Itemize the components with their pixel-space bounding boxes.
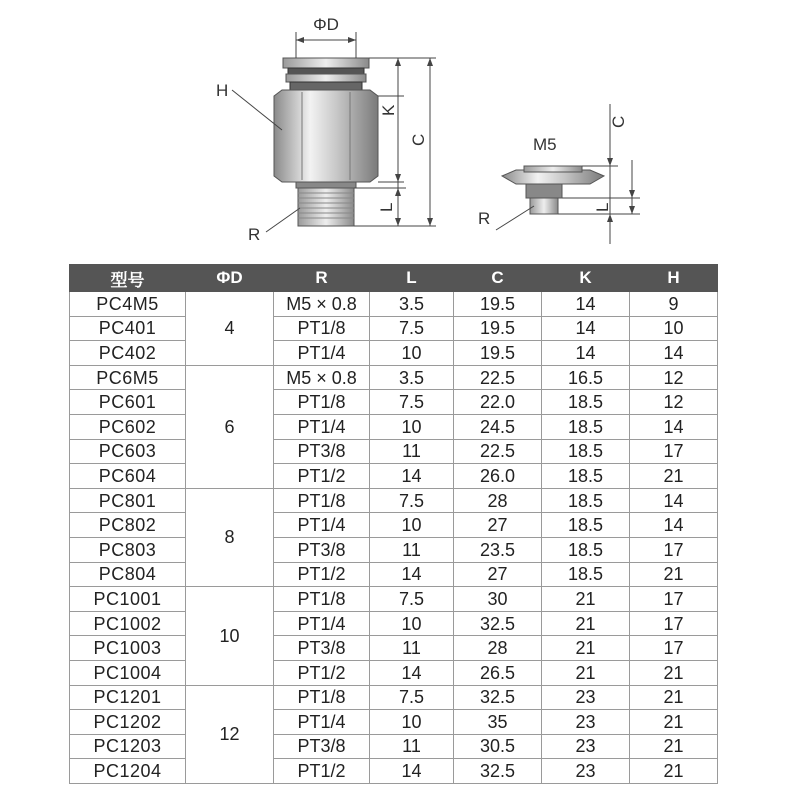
h-cell: 14 <box>630 488 718 513</box>
l-cell: 10 <box>370 611 454 636</box>
r-cell: PT3/8 <box>274 636 370 661</box>
model-cell: PC803 <box>70 537 186 562</box>
k-cell: 23 <box>542 685 630 710</box>
model-cell: PC604 <box>70 464 186 489</box>
l-cell: 14 <box>370 464 454 489</box>
header-l: L <box>370 265 454 292</box>
r-cell: PT1/2 <box>274 464 370 489</box>
k-cell: 18.5 <box>542 513 630 538</box>
table-row <box>70 660 718 685</box>
table-row <box>70 341 718 366</box>
r-cell: PT3/8 <box>274 734 370 759</box>
collar-neck <box>290 82 362 90</box>
k-label: K <box>379 104 398 116</box>
c-cell: 35 <box>454 710 542 735</box>
h-cell: 14 <box>630 414 718 439</box>
phi-d-cell: 8 <box>186 488 274 586</box>
c-cell: 30 <box>454 587 542 612</box>
model-cell: PC1202 <box>70 710 186 735</box>
h-cell: 17 <box>630 537 718 562</box>
c-label: C <box>409 133 428 146</box>
k-cell: 23 <box>542 759 630 784</box>
k-cell: 18.5 <box>542 414 630 439</box>
c-cell: 32.5 <box>454 685 542 710</box>
h-cell: 21 <box>630 464 718 489</box>
h-cell: 9 <box>630 292 718 317</box>
model-cell: PC804 <box>70 562 186 587</box>
model-cell: PC602 <box>70 414 186 439</box>
table-row <box>70 390 718 415</box>
h-label: H <box>216 81 229 100</box>
c-cell: 23.5 <box>454 537 542 562</box>
r-cell: PT3/8 <box>274 439 370 464</box>
c-cell: 24.5 <box>454 414 542 439</box>
table-row <box>70 636 718 661</box>
c-cell: 26.0 <box>454 464 542 489</box>
k-cell: 21 <box>542 587 630 612</box>
k-cell: 18.5 <box>542 390 630 415</box>
model-cell: PC1203 <box>70 734 186 759</box>
r-cell: PT1/2 <box>274 562 370 587</box>
h-cell: 12 <box>630 390 718 415</box>
h-cell: 21 <box>630 562 718 587</box>
r-cell: M5 × 0.8 <box>274 365 370 390</box>
model-cell: PC402 <box>70 341 186 366</box>
spec-table-header <box>70 265 718 292</box>
thread-body <box>298 188 354 226</box>
r-cell: PT1/4 <box>274 341 370 366</box>
l-cell: 7.5 <box>370 587 454 612</box>
collar-ring <box>288 68 364 74</box>
table-row <box>70 537 718 562</box>
h-cell: 17 <box>630 439 718 464</box>
k-cell: 21 <box>542 660 630 685</box>
table-row <box>70 464 718 489</box>
header-k: K <box>542 265 630 292</box>
h-cell: 14 <box>630 513 718 538</box>
r-cell: PT1/8 <box>274 685 370 710</box>
c-cell: 32.5 <box>454 759 542 784</box>
l-cell: 14 <box>370 660 454 685</box>
release-collar <box>283 58 369 68</box>
phi-d-cell: 12 <box>186 685 274 783</box>
model-cell: PC6M5 <box>70 365 186 390</box>
c-cell: 19.5 <box>454 341 542 366</box>
table-row <box>70 685 718 710</box>
m5-neck <box>526 184 562 198</box>
model-cell: PC802 <box>70 513 186 538</box>
table-row <box>70 316 718 341</box>
k-cell: 21 <box>542 636 630 661</box>
model-cell: PC1003 <box>70 636 186 661</box>
r-cell: PT1/8 <box>274 316 370 341</box>
h-cell: 17 <box>630 587 718 612</box>
h-cell: 17 <box>630 636 718 661</box>
h-cell: 17 <box>630 611 718 636</box>
table-row <box>70 710 718 735</box>
r-cell: PT1/8 <box>274 587 370 612</box>
l-cell: 14 <box>370 759 454 784</box>
l-cell: 14 <box>370 562 454 587</box>
r-cell: PT1/4 <box>274 414 370 439</box>
c-cell: 27 <box>454 562 542 587</box>
k-cell: 14 <box>542 341 630 366</box>
r-cell: PT1/8 <box>274 390 370 415</box>
l-cell: 10 <box>370 513 454 538</box>
model-cell: PC1001 <box>70 587 186 612</box>
k-cell: 14 <box>542 292 630 317</box>
phi-d-label: ΦD <box>313 15 339 34</box>
table-row <box>70 292 718 317</box>
k-cell: 18.5 <box>542 464 630 489</box>
phi-d-cell: 10 <box>186 587 274 685</box>
model-cell: PC1004 <box>70 660 186 685</box>
phi-d-cell: 6 <box>186 365 274 488</box>
table-row <box>70 365 718 390</box>
model-cell: PC4M5 <box>70 292 186 317</box>
h-cell: 10 <box>630 316 718 341</box>
h-cell: 21 <box>630 734 718 759</box>
c-cell: 27 <box>454 513 542 538</box>
header-model: 型号 <box>70 265 186 292</box>
l-cell: 11 <box>370 636 454 661</box>
c-cell: 30.5 <box>454 734 542 759</box>
header-h: H <box>630 265 718 292</box>
l-cell: 11 <box>370 734 454 759</box>
r-cell: PT1/4 <box>274 710 370 735</box>
model-cell: PC601 <box>70 390 186 415</box>
k-cell: 23 <box>542 734 630 759</box>
header-row <box>70 265 718 292</box>
l-cell: 7.5 <box>370 316 454 341</box>
c-cell: 28 <box>454 488 542 513</box>
r2-label: R <box>478 209 491 228</box>
l-cell: 11 <box>370 439 454 464</box>
model-cell: PC401 <box>70 316 186 341</box>
l-cell: 10 <box>370 341 454 366</box>
fitting-dimension-drawing <box>0 0 800 260</box>
table-row <box>70 734 718 759</box>
k-cell: 18.5 <box>542 488 630 513</box>
h-cell: 21 <box>630 710 718 735</box>
k-cell: 16.5 <box>542 365 630 390</box>
l2-label: L <box>593 202 612 212</box>
c-cell: 19.5 <box>454 292 542 317</box>
hex-body <box>274 90 378 182</box>
l-cell: 10 <box>370 414 454 439</box>
c-cell: 22.5 <box>454 365 542 390</box>
model-cell: PC603 <box>70 439 186 464</box>
r-cell: M5 × 0.8 <box>274 292 370 317</box>
h-cell: 21 <box>630 759 718 784</box>
h-cell: 21 <box>630 685 718 710</box>
c-cell: 19.5 <box>454 316 542 341</box>
spec-table <box>69 264 718 784</box>
c-cell: 22.5 <box>454 439 542 464</box>
collar-ring-2 <box>286 74 366 82</box>
l-cell: 3.5 <box>370 292 454 317</box>
m5-thread <box>530 198 558 214</box>
c-cell: 26.5 <box>454 660 542 685</box>
m5-collar <box>524 166 582 172</box>
c-cell: 32.5 <box>454 611 542 636</box>
k-cell: 14 <box>542 316 630 341</box>
table-row <box>70 759 718 784</box>
r-cell: PT1/2 <box>274 660 370 685</box>
l-cell: 7.5 <box>370 488 454 513</box>
model-cell: PC1002 <box>70 611 186 636</box>
k-cell: 18.5 <box>542 439 630 464</box>
model-cell: PC1201 <box>70 685 186 710</box>
k-cell: 18.5 <box>542 537 630 562</box>
r-cell: PT1/2 <box>274 759 370 784</box>
c2-label: C <box>609 115 628 128</box>
c-cell: 22.0 <box>454 390 542 415</box>
main-fitting-figure <box>216 15 436 244</box>
r-cell: PT1/8 <box>274 488 370 513</box>
l-cell: 7.5 <box>370 390 454 415</box>
table-row <box>70 414 718 439</box>
m5-fitting-figure <box>478 104 640 244</box>
m5-label: M5 <box>533 135 557 154</box>
k-cell: 23 <box>542 710 630 735</box>
spec-table-body <box>70 292 718 784</box>
thread-neck <box>296 182 356 188</box>
k-cell: 18.5 <box>542 562 630 587</box>
r-label: R <box>248 225 261 244</box>
l-cell: 3.5 <box>370 365 454 390</box>
table-row <box>70 439 718 464</box>
r-cell: PT3/8 <box>274 537 370 562</box>
model-cell: PC801 <box>70 488 186 513</box>
c-cell: 28 <box>454 636 542 661</box>
l-cell: 11 <box>370 537 454 562</box>
table-row <box>70 562 718 587</box>
l-label: L <box>377 202 396 212</box>
header-phi-d: ΦD <box>186 265 274 292</box>
h-cell: 12 <box>630 365 718 390</box>
phi-d-cell: 4 <box>186 292 274 366</box>
table-row <box>70 513 718 538</box>
k-cell: 21 <box>542 611 630 636</box>
table-row <box>70 611 718 636</box>
table-row <box>70 587 718 612</box>
l-cell: 7.5 <box>370 685 454 710</box>
header-r: R <box>274 265 370 292</box>
l-cell: 10 <box>370 710 454 735</box>
h-cell: 21 <box>630 660 718 685</box>
r-cell: PT1/4 <box>274 513 370 538</box>
h-cell: 14 <box>630 341 718 366</box>
header-c: C <box>454 265 542 292</box>
r-cell: PT1/4 <box>274 611 370 636</box>
model-cell: PC1204 <box>70 759 186 784</box>
table-row <box>70 488 718 513</box>
